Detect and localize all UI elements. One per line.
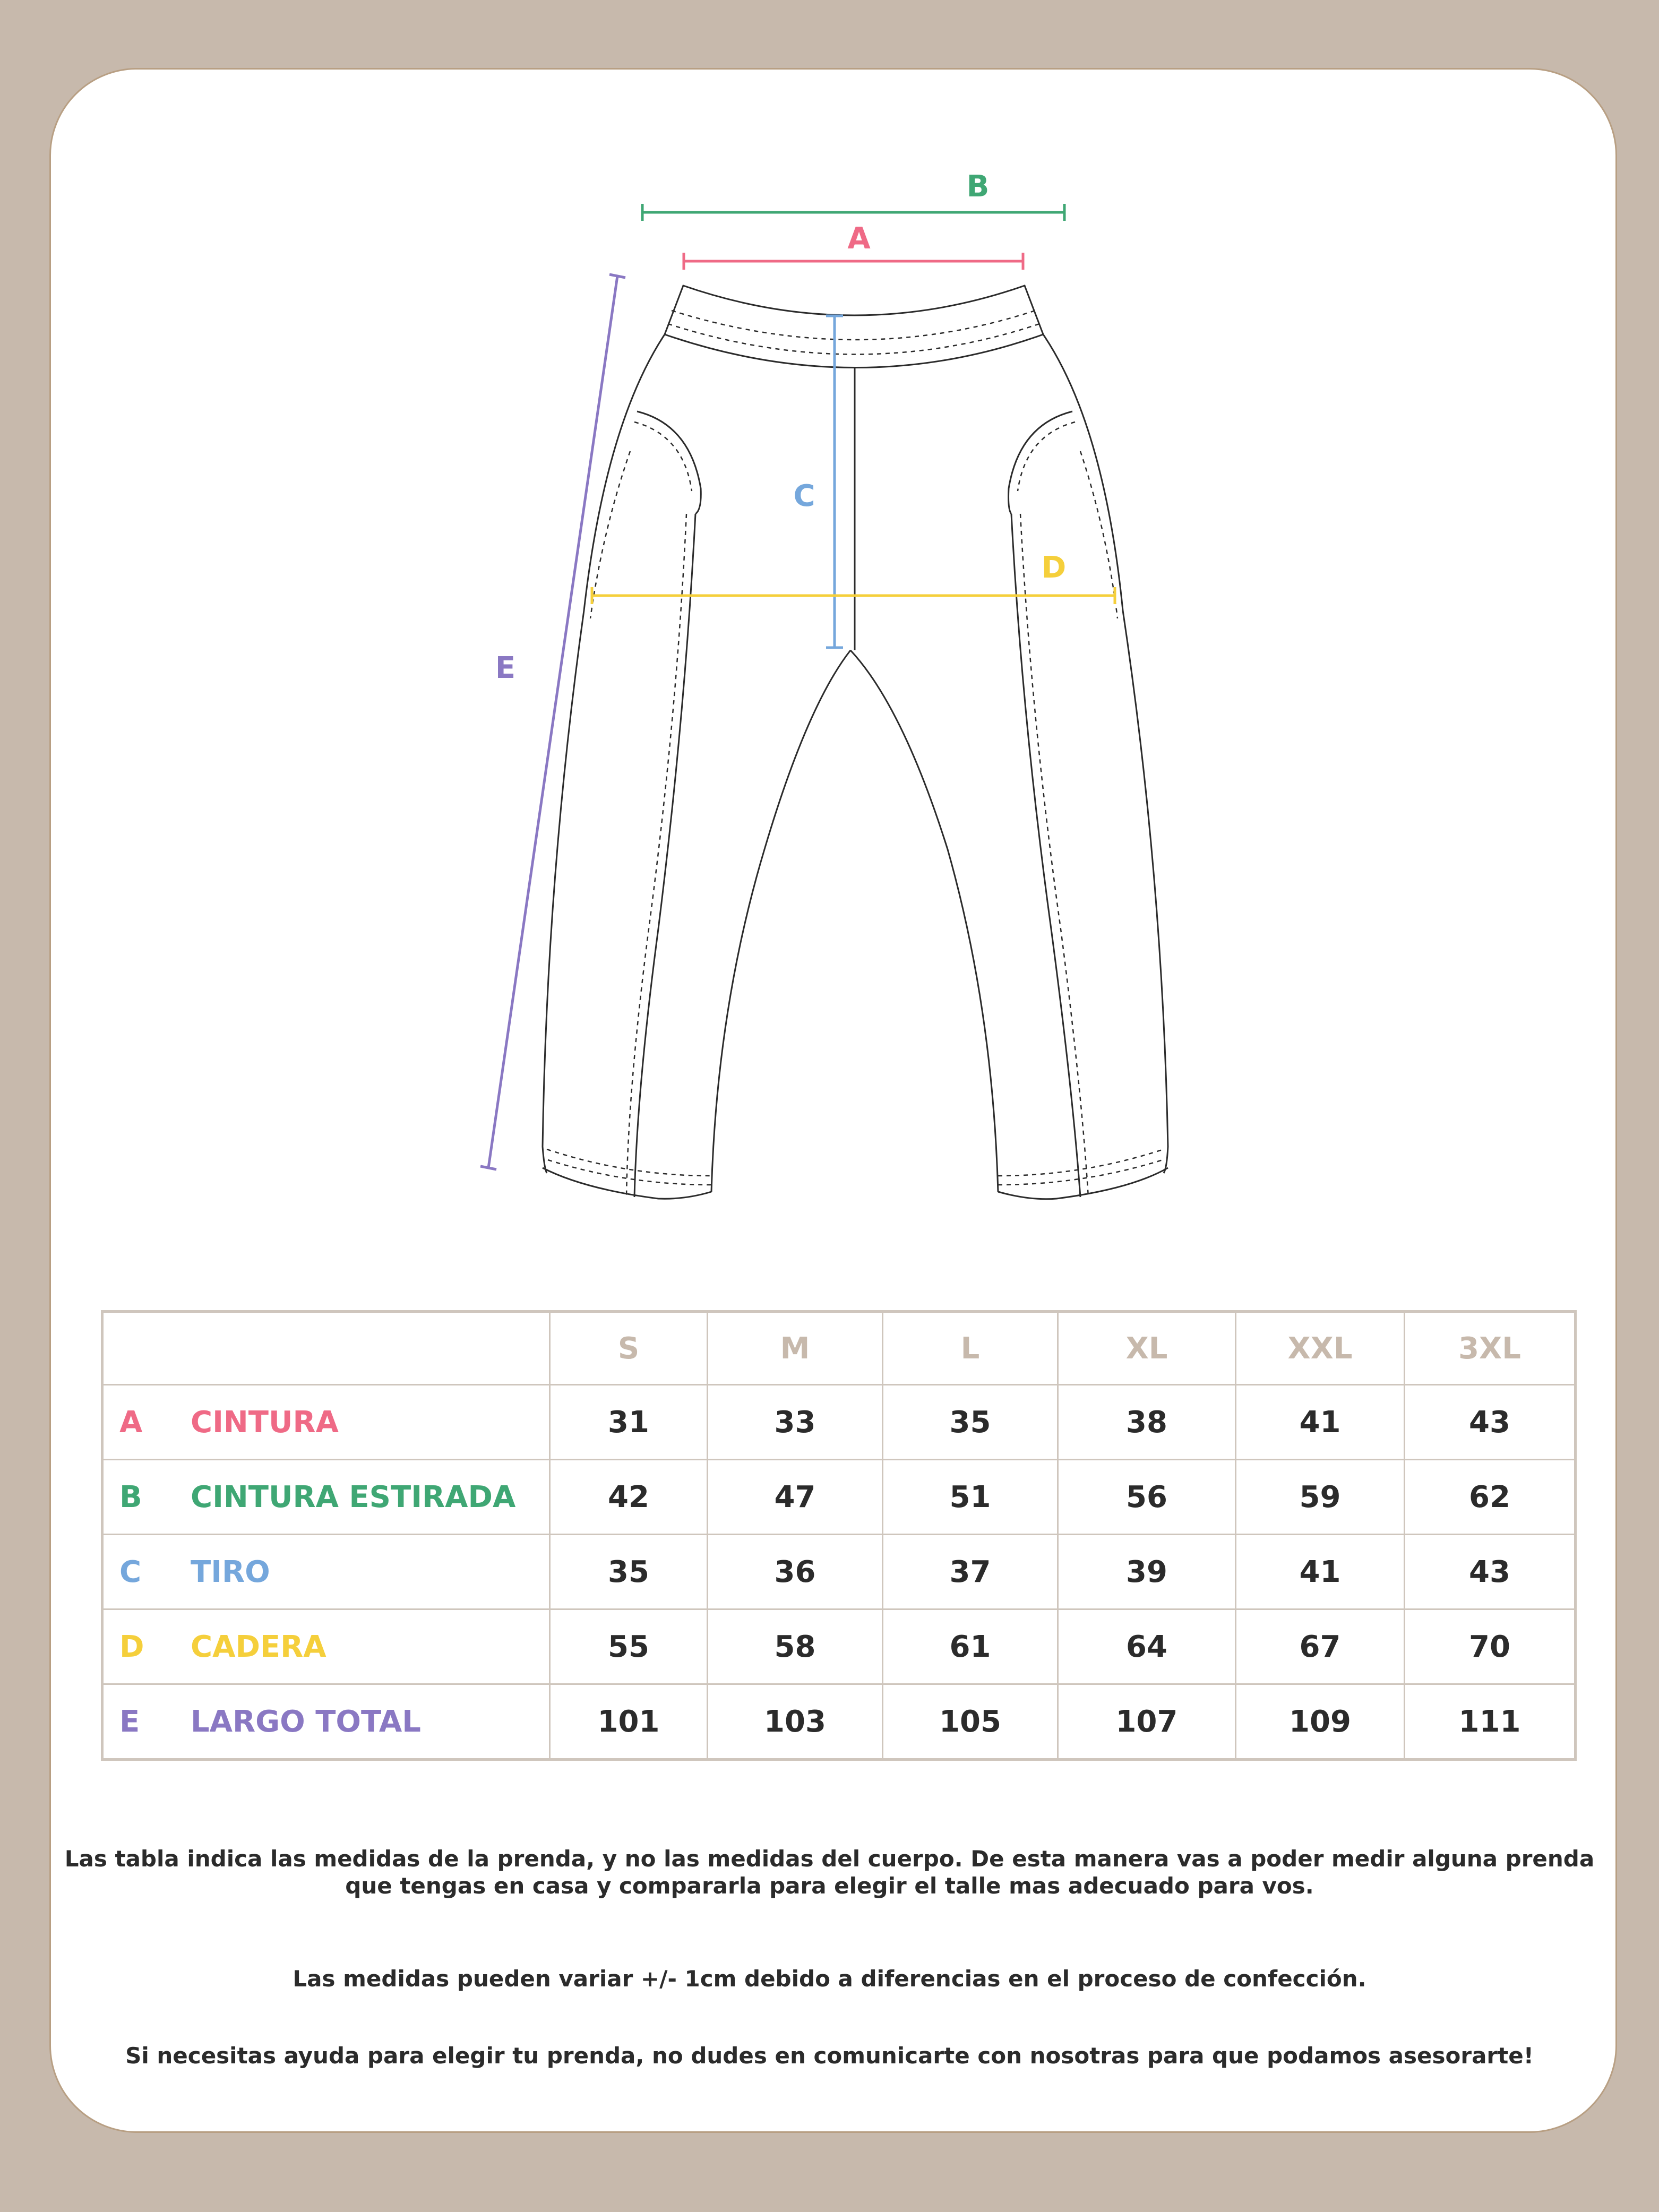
row-name: CINTURA ESTIRADA [191, 1479, 516, 1514]
table-cell: 101 [550, 1684, 708, 1760]
right-panel-stitch [1020, 514, 1088, 1197]
left-pocket-edge [590, 451, 630, 618]
measure-d-line [592, 587, 1115, 604]
row-letter: E [119, 1704, 140, 1739]
table-cell: 43 [1405, 1535, 1576, 1609]
table-row-largo-total [102, 1684, 1576, 1760]
table-cell: 42 [550, 1460, 708, 1535]
table-cell: 38 [1058, 1385, 1236, 1460]
right-outer-seam [1043, 334, 1168, 1173]
label-b: B [966, 169, 990, 204]
table-cell: 37 [883, 1535, 1058, 1609]
note-tolerance [0, 1965, 1659, 1992]
measure-b-line [642, 204, 1064, 221]
table-cell: 59 [1236, 1460, 1405, 1535]
table-cell: 111 [1405, 1684, 1576, 1760]
row-name: CADERA [191, 1629, 326, 1664]
left-inner-seam [711, 650, 850, 1192]
note-line-1: Las tabla indica las medidas de la prenda, y no las medidas del cuerpo. De esta manera vas a poder medir alguna prenda [64, 1846, 1595, 1872]
right-pocket-stitch [1018, 422, 1075, 491]
row-letter: B [119, 1479, 142, 1514]
left-panel-seam [634, 514, 695, 1197]
table-cell: 51 [883, 1460, 1058, 1535]
row-letter: A [119, 1405, 143, 1440]
table-cell: 67 [1236, 1609, 1405, 1684]
table-cell: 41 [1236, 1385, 1405, 1460]
row-label [102, 1460, 550, 1535]
note-line-4: Si necesitas ayuda para elegir tu prenda, no dudes en comunicarte con nosotras para que podamos asesorarte! [125, 2043, 1534, 2069]
label-e: E [495, 651, 516, 685]
right-inner-seam [850, 650, 998, 1192]
right-pocket-edge [1080, 451, 1118, 618]
row-letter: C [119, 1554, 142, 1589]
size-header-l: L [883, 1312, 1058, 1385]
left-pocket-stitch [634, 422, 692, 491]
note-measurements [0, 1845, 1659, 1899]
left-panel-stitch [626, 514, 686, 1197]
table-cell: 33 [708, 1385, 883, 1460]
table-cell: 61 [883, 1609, 1058, 1684]
table-row-tiro [102, 1535, 1576, 1609]
table-cell: 70 [1405, 1609, 1576, 1684]
table-cell: 36 [708, 1535, 883, 1609]
measure-e-line [480, 274, 625, 1169]
header-empty-cell [102, 1312, 550, 1385]
table-row-cintura [102, 1385, 1576, 1460]
pants-drawing [543, 286, 1168, 1199]
row-name: TIRO [191, 1554, 270, 1589]
size-table [101, 1310, 1577, 1761]
row-name: CINTURA [191, 1405, 339, 1440]
table-cell: 39 [1058, 1535, 1236, 1609]
table-cell: 35 [883, 1385, 1058, 1460]
right-hem [998, 1168, 1168, 1199]
note-help [0, 2042, 1659, 2069]
row-letter: D [119, 1629, 144, 1664]
table-row-cadera [102, 1609, 1576, 1684]
table-cell: 43 [1405, 1385, 1576, 1460]
row-name: LARGO TOTAL [191, 1704, 421, 1739]
left-hem-stitch [547, 1149, 711, 1176]
table-cell: 35 [550, 1535, 708, 1609]
size-header-s: S [550, 1312, 708, 1385]
table-cell: 56 [1058, 1460, 1236, 1535]
left-outer-seam [543, 334, 665, 1173]
table-cell: 64 [1058, 1609, 1236, 1684]
left-pocket [637, 411, 701, 514]
row-label [102, 1684, 550, 1760]
table-cell: 47 [708, 1460, 883, 1535]
table-cell: 62 [1405, 1460, 1576, 1535]
size-header-xl: XL [1058, 1312, 1236, 1385]
table-cell: 41 [1236, 1535, 1405, 1609]
table-cell: 58 [708, 1609, 883, 1684]
note-line-3: Las medidas pueden variar +/- 1cm debido a diferencias en el proceso de confección. [293, 1966, 1366, 1992]
row-label [102, 1535, 550, 1609]
right-pocket [1009, 411, 1072, 514]
right-panel-seam [1011, 514, 1080, 1197]
table-cell: 55 [550, 1609, 708, 1684]
right-hem-stitch [998, 1149, 1164, 1176]
label-a: A [847, 221, 871, 256]
label-d: D [1041, 550, 1067, 585]
table-cell: 103 [708, 1684, 883, 1760]
note-line-2: que tengas en casa y compararla para elegir el talle mas adecuado para vos. [345, 1873, 1314, 1899]
label-c: C [793, 479, 815, 513]
row-label [102, 1609, 550, 1684]
waistband [665, 286, 1043, 368]
left-hem-stitch-2 [548, 1160, 711, 1185]
size-header-xxl: XXL [1236, 1312, 1405, 1385]
table-cell: 105 [883, 1684, 1058, 1760]
size-header-m: M [708, 1312, 883, 1385]
table-cell: 31 [550, 1385, 708, 1460]
table-cell: 109 [1236, 1684, 1405, 1760]
size-header-row [102, 1312, 1576, 1385]
table-row-cintura-estirada [102, 1460, 1576, 1535]
size-header-3xl: 3XL [1405, 1312, 1576, 1385]
row-label [102, 1385, 550, 1460]
table-cell: 107 [1058, 1684, 1236, 1760]
